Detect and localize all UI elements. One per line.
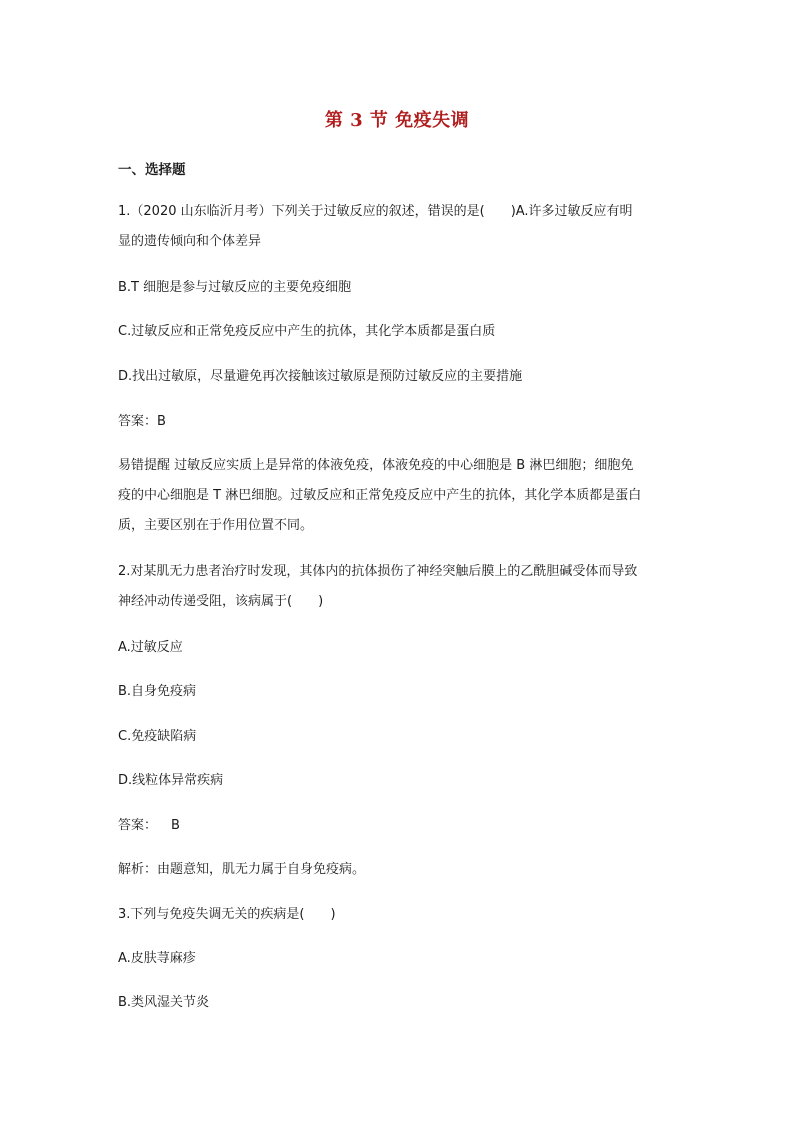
q2-answer-value: B [171, 818, 180, 833]
q2-answer [118, 816, 678, 836]
q3-stem-line1: 3.下列与免疫失调无关的疾病是( ) [118, 907, 336, 922]
q1-answer: 答案：B [118, 414, 166, 429]
q3-option-b: B.类风湿关节炎 [118, 995, 210, 1010]
section-heading: 一、选择题 [118, 162, 186, 178]
q1-explanation-line3: 质，主要区别在于作用位置不同。 [118, 518, 314, 533]
q1-option-d: D.找出过敏原，尽量避免再次接触该过敏原是预防过敏反应的主要措施 [118, 369, 523, 384]
q2-option-b: B.自身免疫病 [118, 684, 197, 699]
page-title: 第 3 节 免疫失调 [324, 110, 470, 131]
q2-option-c: C.免疫缺陷病 [118, 729, 197, 744]
q2-stem-line1: 2.对某肌无力患者治疗时发现，其体内的抗体损伤了神经突触后膜上的乙酰胆碱受体而导致 [118, 564, 638, 579]
q1-stem-line2: 显的遗传倾向和个体差异 [118, 234, 262, 249]
q2-answer-label: 答案： [118, 818, 158, 833]
q1-explanation-line2: 疫的中心细胞是 T 淋巴细胞。过敏反应和正常免疫反应中产生的抗体，其化学本质都是蛋白 [118, 488, 642, 503]
q1-option-c: C.过敏反应和正常免疫反应中产生的抗体，其化学本质都是蛋白质 [118, 324, 496, 339]
q2-option-a: A.过敏反应 [118, 640, 183, 655]
q2-stem-line2: 神经冲动传递受阻，该病属于( ) [118, 594, 324, 609]
q3-option-a: A.皮肤荨麻疹 [118, 951, 196, 966]
q2-option-d: D.线粒体异常疾病 [118, 773, 224, 788]
q1-explanation-line1: 易错提醒 过敏反应实质上是异常的体液免疫，体液免疫的中心细胞是 B 淋巴细胞；细胞免 [118, 458, 634, 473]
q1-option-b: B.T 细胞是参与过敏反应的主要免疫细胞 [118, 280, 352, 295]
q1-stem-line1: 1.（2020 山东临沂月考）下列关于过敏反应的叙述，错误的是( )A.许多过敏反应有明 [118, 204, 633, 219]
q2-analysis: 解析：由题意知，肌无力属于自身免疫病。 [118, 862, 366, 877]
